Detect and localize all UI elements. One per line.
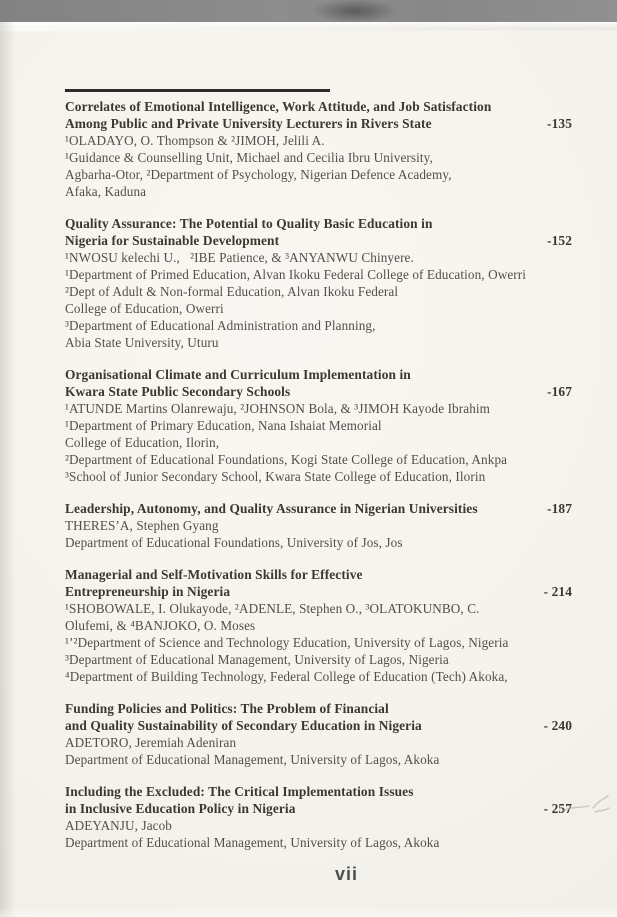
entry-detail-line: ³School of Junior Secondary School, Kwara State College of Education, Ilorin (65, 469, 486, 484)
paper-bottom-edge (0, 907, 617, 917)
entry-detail-line: Abia State University, Uturu (65, 335, 219, 350)
entry-detail-line: THERESʼA, Stephen Gyang (65, 518, 219, 533)
pencil-mark (559, 794, 611, 828)
toc-entry (65, 215, 572, 351)
entry-title-line: Leadership, Autonomy, and Quality Assurance in Nigerian Universities (65, 501, 478, 516)
page-number: vii (334, 864, 358, 884)
entry-detail-line: Olufemi, & ⁴BANJOKO, O. Moses (65, 618, 256, 633)
entry-title-block (65, 98, 572, 132)
entry-detail-line: Department of Educational Foundations, University of Jos, Jos (65, 535, 403, 550)
entry-title-block (65, 366, 572, 400)
page-paper (0, 22, 617, 917)
entry-title-block (65, 700, 572, 734)
entry-detail-line: ¹Department of Primed Education, Alvan Ikoku Federal College of Education, Owerri (65, 267, 527, 282)
toc-entry (65, 366, 572, 485)
paper-top-edge (0, 22, 617, 31)
entry-detail-line: College of Education, Owerri (65, 301, 224, 316)
entry-page-ref: -152 (547, 233, 572, 248)
entry-detail-line: ⁴Department of Building Technology, Federal College of Education (Tech) Akoka, (65, 669, 508, 684)
entry-detail-line: ¹NWOSU kelechi U., ²IBE Patience, & ³ANYANWU Chinyere. (65, 250, 414, 265)
entry-detail-line: ¹OLADAYO, O. Thompson & ²JIMOH, Jelili A. (65, 133, 325, 148)
toc-entry (65, 500, 572, 551)
entry-detail-line: ADEYANJU, Jacob (65, 818, 172, 833)
entry-detail-line: ¹’²Department of Science and Technology Education, University of Lagos, Nigeria (65, 635, 509, 650)
toc-entry (65, 98, 572, 200)
toc-entry (65, 700, 572, 768)
entry-detail-line: ³Department of Educational Administration and Planning, (65, 318, 376, 333)
entry-detail-line: Department of Educational Management, University of Lagos, Akoka (65, 752, 440, 767)
entry-detail-line: College of Education, Ilorin, (65, 435, 220, 450)
entry-title-line: Correlates of Emotional Intelligence, Work Attitude, and Job Satisfaction (65, 99, 492, 114)
entry-title-line: Kwara State Public Secondary Schools (65, 384, 291, 399)
entry-title-block (65, 783, 572, 817)
entry-page-ref: - 240 (543, 718, 572, 733)
entry-title-line: Quality Assurance: The Potential to Quality Basic Education in (65, 216, 433, 231)
entry-detail-line: ¹Department of Primary Education, Nana Ishaiat Memorial (65, 418, 382, 433)
paper-left-shadow (0, 22, 16, 917)
toc-entry (65, 783, 572, 851)
entry-title-line: Funding Policies and Politics: The Problem of Financial (65, 701, 389, 716)
entry-title-line: Including the Excluded: The Critical Implementation Issues (65, 784, 414, 799)
entry-title-block (65, 566, 572, 600)
entry-title-line: and Quality Sustainability of Secondary Education in Nigeria (65, 718, 422, 733)
entry-detail-line: Department of Educational Management, University of Lagos, Akoka (65, 835, 440, 850)
entry-detail-line: ¹Guidance & Counselling Unit, Michael and Cecilia Ibru University, (65, 150, 433, 165)
entry-detail-line: ADETORO, Jeremiah Adeniran (65, 735, 237, 750)
entry-title-line: Managerial and Self-Motivation Skills for Effective (65, 567, 363, 582)
entry-title-line: Among Public and Private University Lecturers in Rivers State (65, 116, 432, 131)
entry-page-ref: -167 (547, 384, 572, 399)
entry-title-line: in Inclusive Education Policy in Nigeria (65, 801, 296, 816)
entry-title-line: Organisational Climate and Curriculum Implementation in (65, 367, 411, 382)
scanner-background-band (0, 0, 617, 22)
entry-detail-line: ²Department of Educational Foundations, Kogi State College of Education, Ankpa (65, 452, 508, 467)
entry-title-block (65, 215, 572, 249)
entry-page-ref: -187 (547, 501, 572, 516)
entry-page-ref: -135 (547, 116, 572, 131)
toc-entry (65, 566, 572, 685)
entry-title-line: Entrepreneurship in Nigeria (65, 584, 231, 599)
toc-list (65, 98, 572, 851)
header-rule (65, 89, 330, 92)
entry-detail-line: ¹ATUNDE Martins Olanrewaju, ²JOHNSON Bola, & ³JIMOH Kayode Ibrahim (65, 401, 491, 416)
entry-detail-line: ¹SHOBOWALE, I. Olukayode, ²ADENLE, Stephen O., ³OLATOKUNBO, C. (65, 601, 480, 616)
entry-detail-line: ²Dept of Adult & Non-formal Education, Alvan Ikoku Federal (65, 284, 399, 299)
entry-page-ref: - 257 (543, 801, 572, 816)
entry-title-block (65, 500, 572, 517)
entry-detail-line: ³Department of Educational Management, University of Lagos, Nigeria (65, 652, 449, 667)
entry-detail-line: Afaka, Kaduna (65, 184, 147, 199)
entry-page-ref: - 214 (543, 584, 572, 599)
toc-content (65, 89, 572, 883)
entry-detail-line: Agbarha-Otor, ²Department of Psychology, Nigerian Defence Academy, (65, 167, 452, 182)
entry-title-line: Nigeria for Sustainable Development (65, 233, 280, 248)
